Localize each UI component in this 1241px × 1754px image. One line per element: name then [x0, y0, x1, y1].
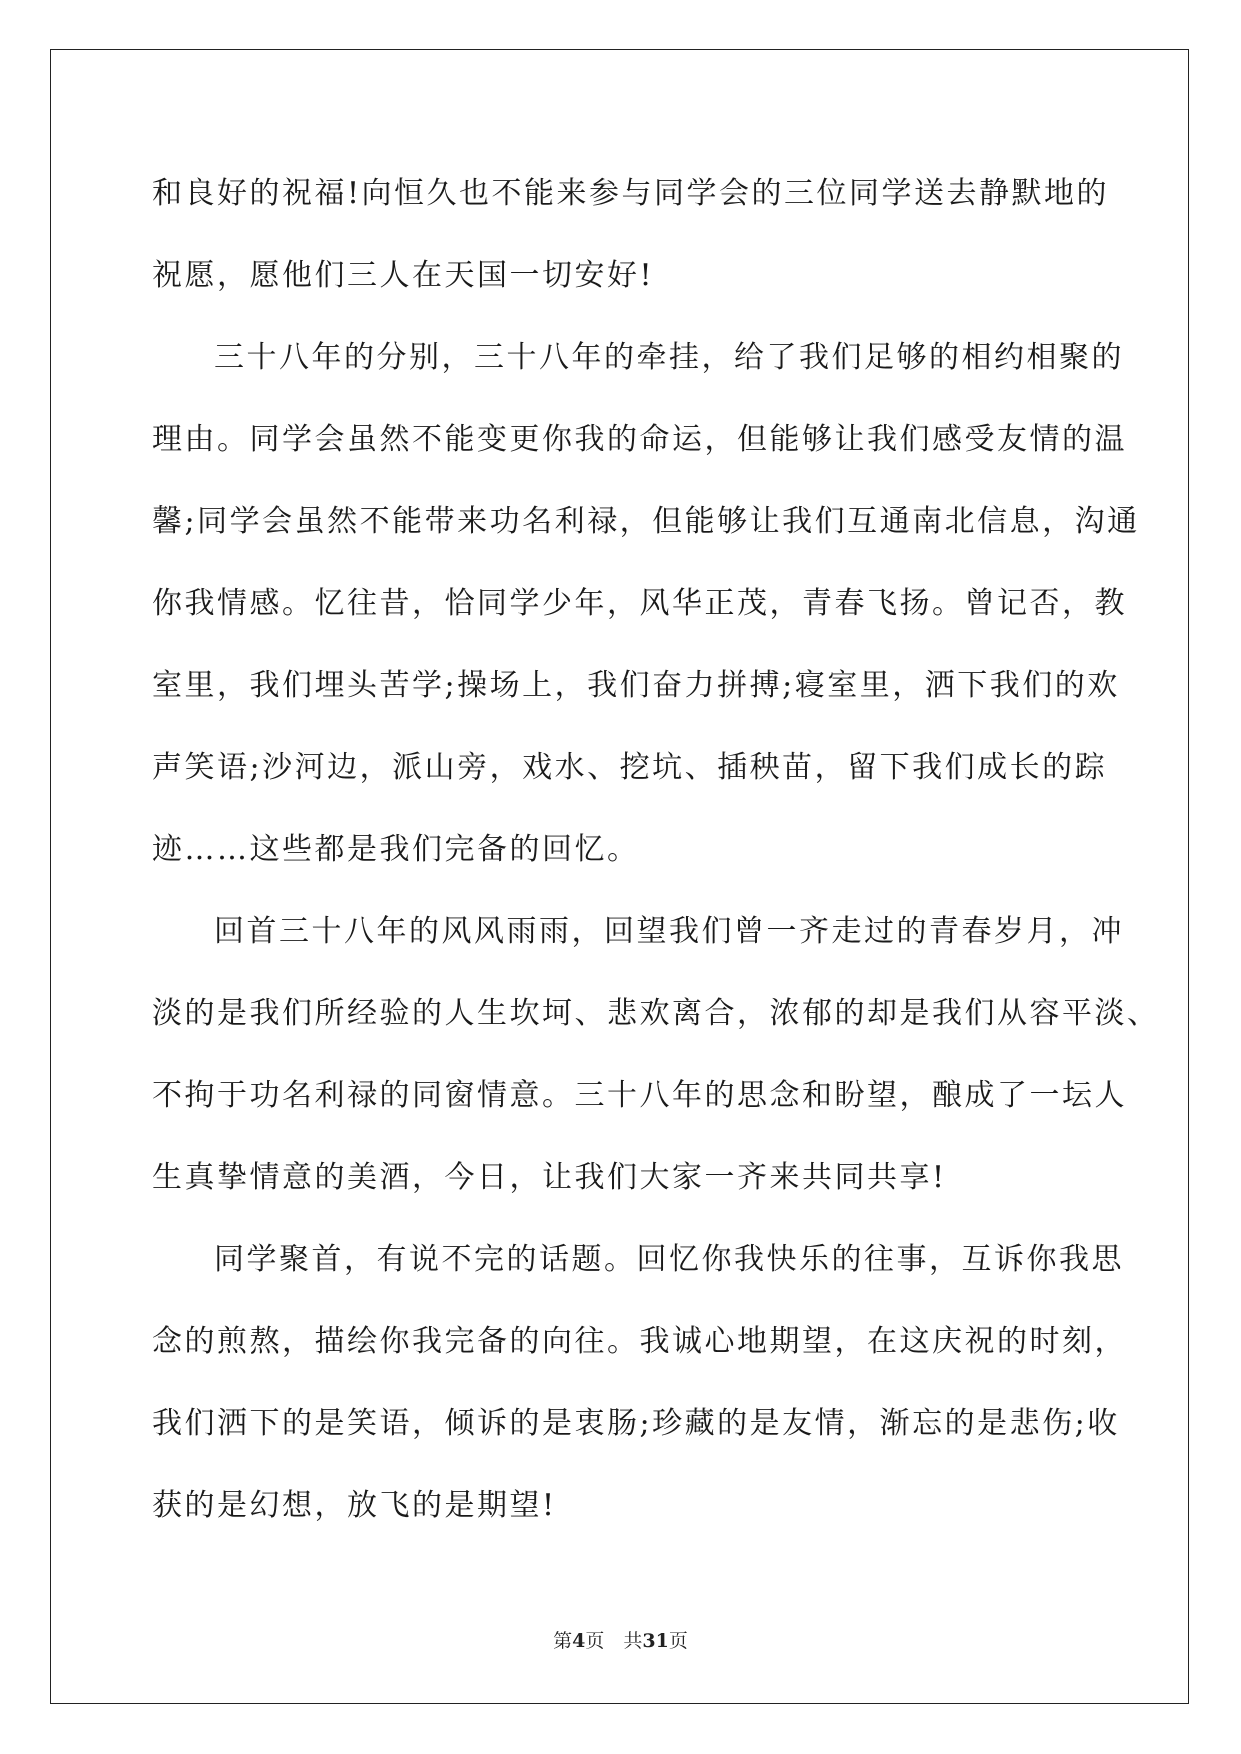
text-line: 获的是幻想，放飞的是期望! — [152, 1488, 557, 1523]
text-line: 念的煎熬，描绘你我完备的向往。我诚心地期望，在这庆祝的时刻， — [152, 1324, 1127, 1359]
paragraph-first-line: 同学聚首，有说不完的话题。回忆你我快乐的往事，互诉你我思 — [214, 1242, 1124, 1277]
footer-prefix: 第 — [553, 1630, 573, 1652]
footer-suffix: 页 — [668, 1630, 688, 1652]
text-line: 祝愿，愿他们三人在天国一切安好! — [152, 258, 655, 293]
text-line: 理由。同学会虽然不能变更你我的命运，但能够让我们感受友情的温 — [152, 422, 1127, 457]
text-line: 和良好的祝福!向恒久也不能来参与同学会的三位同学送去静默地的 — [152, 176, 1110, 211]
text-line: 不拘于功名利禄的同窗情意。三十八年的思念和盼望，酿成了一坛人 — [152, 1078, 1127, 1113]
page-footer — [0, 1626, 1241, 1653]
paragraph-first-line: 三十八年的分别，三十八年的牵挂，给了我们足够的相约相聚的 — [214, 340, 1124, 375]
text-line: 馨;同学会虽然不能带来功名利禄，但能够让我们互通南北信息，沟通 — [152, 504, 1140, 539]
document-body — [152, 153, 1160, 1547]
text-line: 声笑语;沙河边，派山旁，戏水、挖坑、插秧苗，留下我们成长的踪 — [152, 750, 1108, 785]
paragraph-first-line: 回首三十八年的风风雨雨，回望我们曾一齐走过的青春岁月，冲 — [214, 914, 1124, 949]
text-line: 我们洒下的是笑语，倾诉的是衷肠;珍藏的是友情，渐忘的是悲伤;收 — [152, 1406, 1120, 1441]
footer-mid: 页 共 — [585, 1630, 643, 1652]
text-line: 迹……这些都是我们完备的回忆。 — [152, 832, 640, 867]
text-line: 生真挚情意的美酒，今日，让我们大家一齐来共同共享! — [152, 1160, 947, 1195]
current-page-number: 4 — [572, 1630, 586, 1652]
text-line: 你我情感。忆往昔，恰同学少年，风华正茂，青春飞扬。曾记否，教 — [152, 586, 1127, 621]
text-line: 淡的是我们所经验的人生坎坷、悲欢离合，浓郁的却是我们从容平淡、 — [152, 996, 1160, 1031]
total-pages-number: 31 — [642, 1630, 669, 1652]
text-line: 室里，我们埋头苦学;操场上，我们奋力拼搏;寝室里，洒下我们的欢 — [152, 668, 1120, 703]
